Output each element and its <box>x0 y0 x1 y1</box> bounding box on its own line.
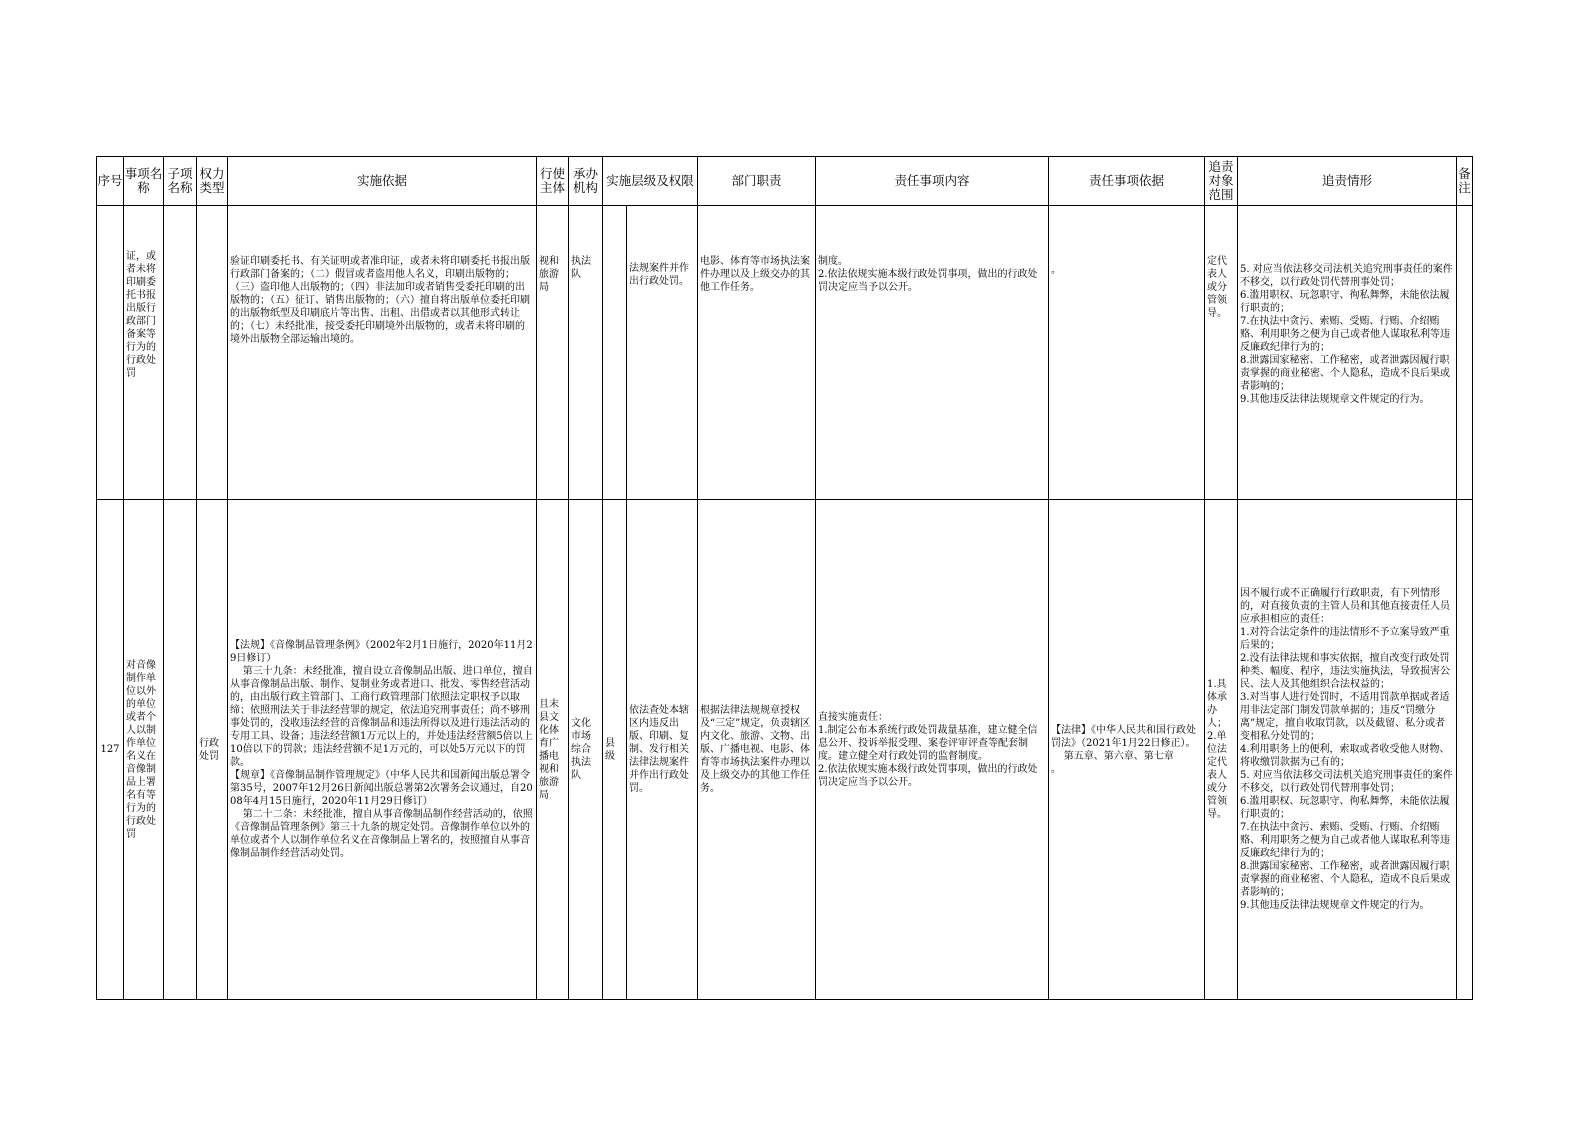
row2-seq: 127 <box>97 500 124 1000</box>
row1-resp-basis: 。 <box>1049 206 1205 500</box>
row1-level-b: 法规案件并作出行政处罚。 <box>627 206 698 500</box>
row1-resp: 制度。 2.依法依规实施本级行政处罚事项，做出的行政处罚决定应当予以公开。 <box>816 206 1049 500</box>
row2-resp: 直接实施责任： 1.制定公布本系统行政处罚裁量基准，建立健全信息公开、投诉举报受理、案卷评审评查等配套制度。建立健全对行政处罚的监督制度。 2.依法依规实施本级行政处罚事项，做出的行政处罚决定应当予以公开。 <box>816 500 1049 1000</box>
row2-level-a: 县级 <box>603 500 627 1000</box>
header-seq: 序号 <box>97 157 124 206</box>
row2-item-name: 对音像制作单位以外的单位或者个人以制作单位名义在音像制品上署名有等行为的行政处罚 <box>124 500 164 1000</box>
row1-note <box>1457 206 1473 500</box>
header-subject: 行使主体 <box>537 157 569 206</box>
row1-basis: 验证印刷委托书、有关证明或者准印证，或者未将印刷委托书报出版行政部门备案的；（二）假冒或者盗用他人名义，印刷出版物的；（三）盗印他人出版物的；（四）非法加印或者销售受委托印刷的出版物的；（五）征订、销售出版物的；（六）擅自将出版单位委托印刷的出版物纸型及印刷底片等出售、出租、出借或者以其他形式转让的；（七）未经批准，接受委托印刷境外出版物的，或者未将印刷的境外出版物全部运输出境的。 <box>228 206 537 500</box>
row1-accountability: 5. 对应当依法移交司法机关追究刑事责任的案件不移交，以行政处罚代替刑事处罚； 6.滥用职权、玩忽职守、徇私舞弊，未能依法履行职责的； 7.在执法中贪污、索贿、受贿、行贿、介绍贿赂、利用职务之便为自己或者他人谋取私利等违反廉政纪律行为的； 8.泄露国家秘密、工作秘密，或者泄露因履行职责掌握的商业秘密、个人隐私，造成不良后果或者影响的； 9.其他违反法律法规规章文件规定的行为。 <box>1238 206 1457 500</box>
row1-level-a <box>603 206 627 500</box>
table-row <box>97 206 1473 500</box>
row2-agency: 文化市场综合执法队 <box>569 500 603 1000</box>
row1-item-name: 证，或者未将印刷委托书报出版行政部门备案等行为的行政处罚 <box>124 206 164 500</box>
header-row <box>97 157 1473 206</box>
header-agency: 承办机构 <box>569 157 603 206</box>
header-resp-basis: 责任事项依据 <box>1049 157 1205 206</box>
header-basis: 实施依据 <box>228 157 537 206</box>
header-sub-item: 子项名称 <box>164 157 197 206</box>
row1-duty: 电影、体育等市场执法案件办理以及上级交办的其他工作任务。 <box>698 206 816 500</box>
row1-subject: 视和旅游局 <box>537 206 569 500</box>
header-level: 实施层级及权限 <box>603 157 698 206</box>
row2-basis: 【法规】《音像制品管理条例》（2002年2月1日施行，2020年11月29日修订） 第三十九条：未经批准，擅自设立音像制品出版、进口单位，擅自从事音像制品出版、制作、复制业务或者进口、批发、零售经营活动的，由出版行政主管部门、工商行政管理部门依照法定职权予以取缔；依照刑法关于非法经营罪的规定，依法追究刑事责任；尚不够刑事处罚的，没收违法经营的音像制品和违法所得以及进行违法活动的专用工具、设备；违法经营额1万元以上的，并处违法经营额5倍以上10倍以下的罚款；违法经营额不足1万元的，可以处5万元以下的罚款。 【规章】《音像制品制作管理规定》（中华人民共和国新闻出版总署令第35号，2007年12月26日新闻出版总署第2次署务会议通过，自2008年4月15日施行，2020年11月29日修订） 第二十二条：未经批准，擅自从事音像制品制作经营活动的，依照《音像制品管理条例》第三十九条的规定处罚。音像制作单位以外的单位或者个人以制作单位名义在音像制品上署名的，按照擅自从事音像制品制作经营活动处罚。 <box>228 500 537 1000</box>
header-item-name: 事项名称 <box>124 157 164 206</box>
row1-power-type <box>197 206 228 500</box>
header-note: 备注 <box>1457 157 1473 206</box>
row2-sub-item <box>164 500 197 1000</box>
header-resp: 责任事项内容 <box>816 157 1049 206</box>
row1-seq <box>97 206 124 500</box>
row1-sub-item <box>164 206 197 500</box>
table-row <box>97 500 1473 1000</box>
row2-scope: 1.具体承办人； 2.单位法定代表人或分管领导。 <box>1205 500 1238 1000</box>
row2-duty: 根据法律法规规章授权及“三定”规定，负责辖区内文化、旅游、文物、出版、广播电视、电影、体育等市场执法案件办理以及上级交办的其他工作任务。 <box>698 500 816 1000</box>
row2-power-type: 行政处罚 <box>197 500 228 1000</box>
header-duty: 部门职责 <box>698 157 816 206</box>
power-list-table <box>96 156 1473 1000</box>
row2-note <box>1457 500 1473 1000</box>
row2-subject: 且末县文化体育广播电视和旅游局 <box>537 500 569 1000</box>
header-accountability: 追责情形 <box>1238 157 1457 206</box>
row2-level-b: 依法查处本辖区内违反出版、印刷、复制、发行相关法律法规案件并作出行政处罚。 <box>627 500 698 1000</box>
header-scope: 追责对象范围 <box>1205 157 1238 206</box>
row1-scope: 定代表人或分管领导。 <box>1205 206 1238 500</box>
row1-agency: 执法队 <box>569 206 603 500</box>
header-power-type: 权力类型 <box>197 157 228 206</box>
row2-resp-basis: 【法律】《中华人民共和国行政处罚法》（2021年1月22日修正）。 第五章、第六章、第七章 。 <box>1049 500 1205 1000</box>
row2-accountability: 因不履行或不正确履行行政职责，有下列情形的，对直接负责的主管人员和其他直接责任人员应承担相应的责任： 1.对符合法定条件的违法情形不予立案导致严重后果的； 2.没有法律法规和事实依据，擅自改变行政处罚种类、幅度、程序，违法实施执法，导致损害公民、法人及其他组织合法权益的； 3.对当事人进行处罚时，不适用罚款单据或者适用非法定部门制发罚款单据的；违反“罚缴分离”规定，擅自收取罚款，以及截留、私分或者变相私分处罚的； 4.利用职务上的便利，索取或者收受他人财物、将收缴罚款据为己有的； 5. 对应当依法移交司法机关追究刑事责任的案件不移交，以行政处罚代替刑事处罚； 6.滥用职权、玩忽职守、徇私舞弊，未能依法履行职责的； 7.在执法中贪污、索贿、受贿、行贿、介绍贿赂、利用职务之便为自己或者他人谋取私利等违反廉政纪律行为的； 8.泄露国家秘密、工作秘密，或者泄露因履行职责掌握的商业秘密、个人隐私，造成不良后果或者影响的； 9.其他违反法律法规规章文件规定的行为。 <box>1238 500 1457 1000</box>
